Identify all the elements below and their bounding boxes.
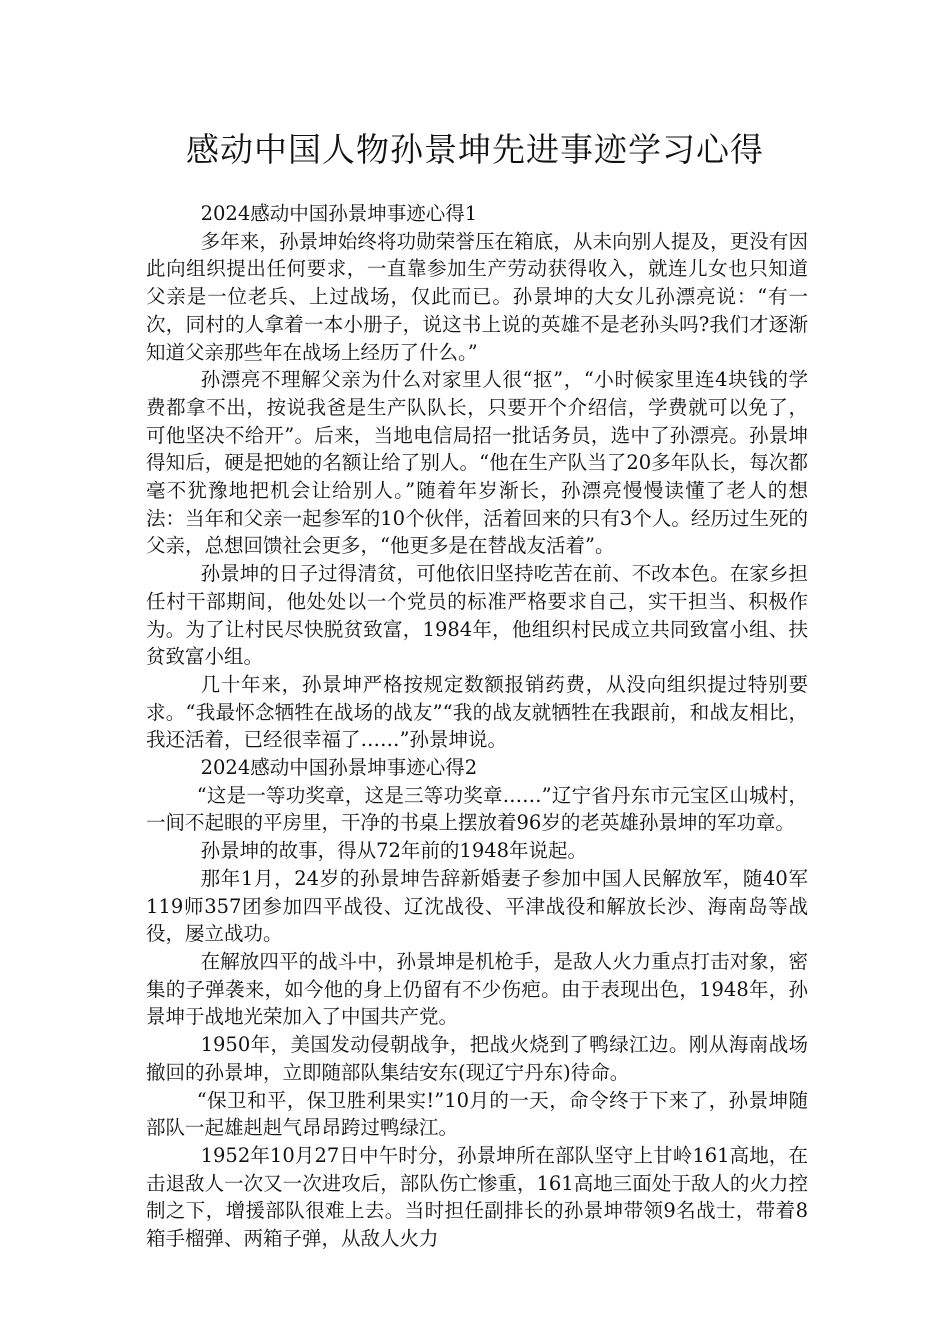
paragraph: 孙景坤的故事，得从72年前的1948年说起。: [200, 839, 588, 863]
document-title: 感动中国人物孙景坤先进事迹学习心得: [186, 130, 764, 169]
section-heading: 2024感动中国孙景坤事迹心得2: [200, 756, 478, 780]
paragraph: 多年来，孙景坤始终将功勋荣誉压在箱底，从未向别人提及，更没有因此向组织提出任何要求，一直靠参加生产劳动获得收入，就连儿女也只知道父亲是一位老兵、上过战场，仅此而已。孙景坤的大女儿孙漂亮说：“有一次，同村的人拿着一本小册子，说这书上说的英雄不是老孙头吗?我们才逐渐知道父亲那些年在战场上经历了什么。”: [146, 229, 808, 364]
section-heading: 2024感动中国孙景坤事迹心得1: [200, 202, 478, 225]
paragraph: 孙漂亮不理解父亲为什么对家里人很“抠”，“小时候家里连4块钱的学费都拿不出，按说我爸是生产队队长，只要开个介绍信，学费就可以免了，可他坚决不给开”。后来，当地电信局招一批话务员，选中了孙漂亮。孙景坤得知后，硬是把她的名额让给了别人。“他在生产队当了20多年队长，每次都毫不犹豫地把机会让给别人。”随着年岁渐长，孙漂亮慢慢读懂了老人的想法：当年和父亲一起参军的10个伙伴，活着回来的只有3个人。经历过生死的父亲，总想回馈社会更多，“他更多是在替战友活着”。: [146, 368, 808, 558]
paragraph: 几十年来，孙景坤严格按规定数额报销药费，从没向组织提过特别要求。“我最怀念牺牲在战场的战友”“我的战友就牺牲在我跟前，和战友相比，我还活着，已经很幸福了……”孙景坤说。: [146, 672, 808, 752]
document-body: [146, 200, 808, 1253]
paragraph: “保卫和平，保卫胜利果实!”10月的一天，命令终于下来了，孙景坤随部队一起雄赳赳气昂昂跨过鸭绿江。: [146, 1088, 808, 1140]
paragraph: “这是一等功奖章，这是三等功奖章……”辽宁省丹东市元宝区山城村，一间不起眼的平房里，干净的书桌上摆放着96岁的老英雄孙景坤的军功章。: [146, 783, 808, 835]
paragraph: 1952年10月27日中午时分，孙景坤所在部队坚守上甘岭161高地，在击退敌人一次又一次进攻后，部队伤亡惨重，161高地三面处于敌人的火力控制之下，增援部队很难上去。当时担任副排长的孙景坤带领9名战士，带着8箱手榴弹、两箱子弹，从敌人火力: [146, 1143, 808, 1251]
paragraph: 在解放四平的战斗中，孙景坤是机枪手，是敌人火力重点打击对象，密集的子弹袭来，如今他的身上仍留有不少伤疤。由于表现出色，1948年，孙景坤于战地光荣加入了中国共产党。: [146, 949, 808, 1029]
paragraph: 孙景坤的日子过得清贫，可他依旧坚持吃苦在前、不改本色。在家乡担任村干部期间，他处处以一个党员的标准严格要求自己，实干担当、积极作为。为了让村民尽快脱贫致富，1984年，他组织村民成立共同致富小组、扶贫致富小组。: [146, 562, 808, 669]
paragraph: 那年1月，24岁的孙景坤告辞新婚妻子参加中国人民解放军，随40军119师357团参加四平战役、辽沈战役、平津战役和解放长沙、海南岛等战役，屡立战功。: [146, 866, 808, 946]
paragraph: 1950年，美国发动侵朝战争，把战火烧到了鸭绿江边。刚从海南战场撤回的孙景坤，立即随部队集结安东(现辽宁丹东)待命。: [146, 1033, 808, 1084]
